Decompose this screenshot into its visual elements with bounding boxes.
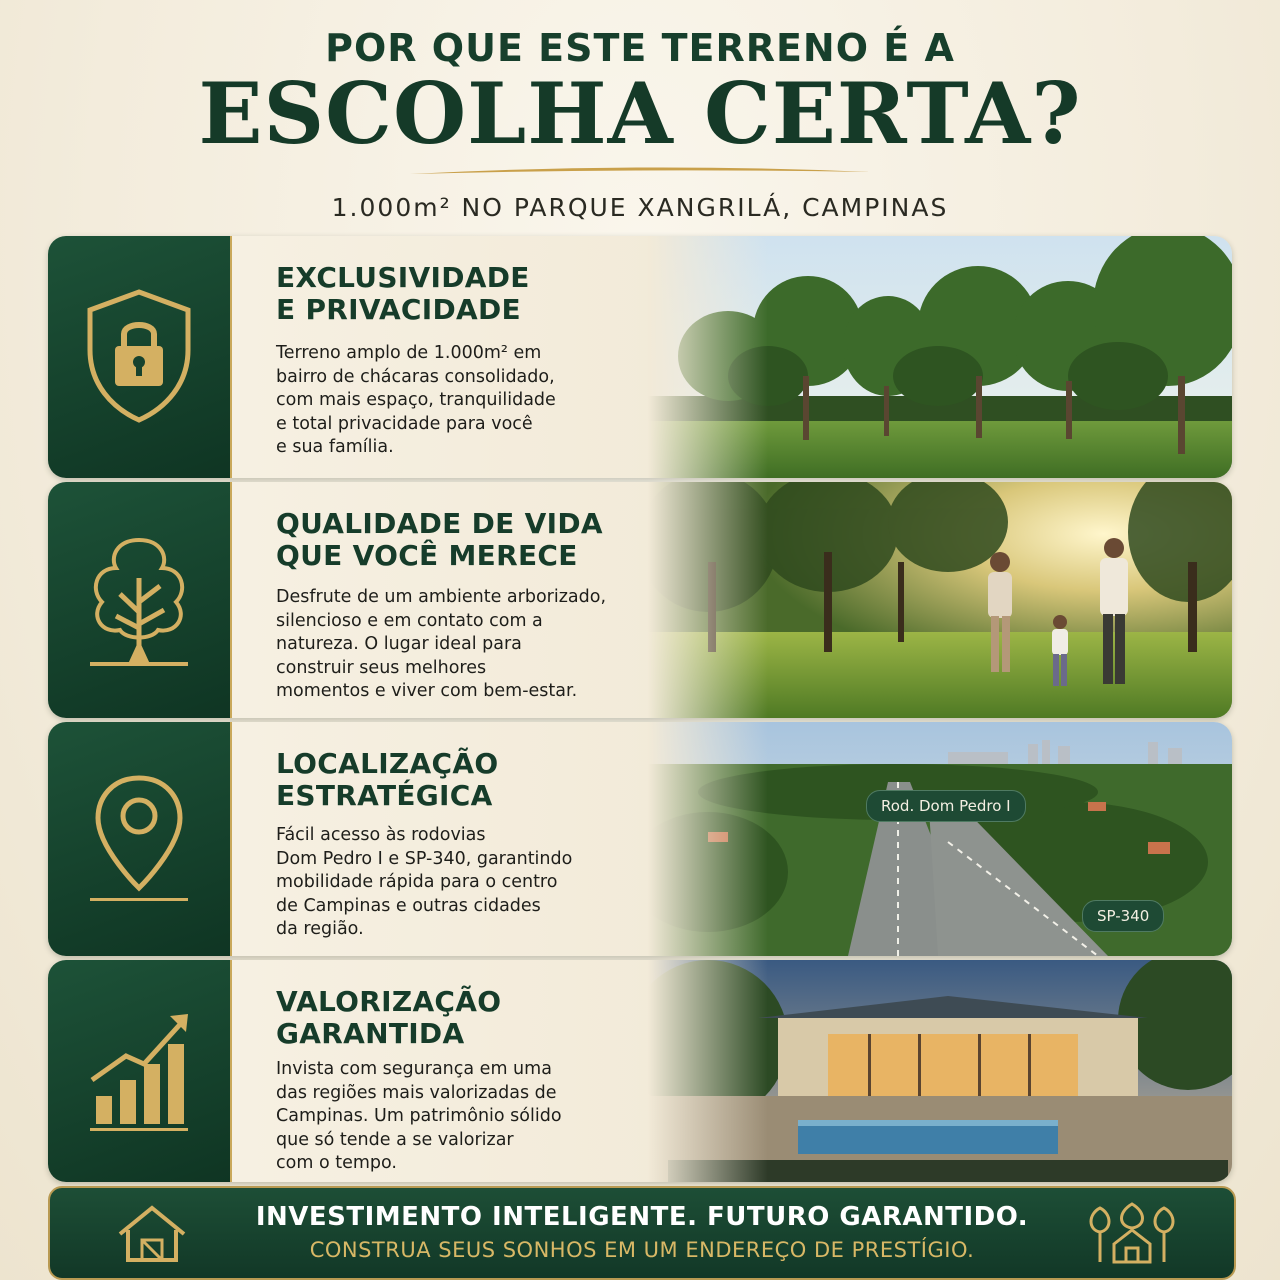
card-description: Fácil acesso às rodovias Dom Pedro I e SP-340, garantindo mobilidade rápida para o centro de Campinas e outras cidades da região.	[276, 825, 573, 939]
card-icon-panel	[48, 960, 232, 1182]
map-tag-dom-pedro: Rod. Dom Pedro I	[866, 790, 1026, 822]
card-description: Desfrute de um ambiente arborizado, silencioso e em contato com a natureza. O lugar ideal para construir seus melhores momentos e viver com bem-estar.	[276, 587, 607, 701]
photo-fade	[648, 236, 768, 478]
feature-card-localizacao	[48, 722, 1232, 956]
photo-fade	[648, 722, 768, 956]
card-description: Invista com segurança em uma das regiões mais valorizadas de Campinas. Um patrimônio sólido que só tende a se valorizar com o tempo.	[276, 1059, 562, 1173]
feature-card-exclusividade	[48, 236, 1232, 478]
growth-chart-icon	[76, 1000, 202, 1140]
page-title: ESCOLHA CERTA?	[198, 64, 1082, 163]
card-title: QUALIDADE DE VIDA QUE VOCÊ MERECE	[276, 507, 603, 572]
card-icon-panel	[48, 236, 232, 478]
footer-banner	[48, 1186, 1236, 1280]
photo-fade	[648, 482, 768, 718]
map-tag-sp340: SP-340	[1082, 900, 1164, 932]
location-pin-icon	[76, 768, 202, 908]
card-text-panel	[232, 236, 702, 478]
feature-card-qualidade	[48, 482, 1232, 718]
footer-tagline: CONSTRUA SEUS SONHOS EM UM ENDEREÇO DE PRESTÍGIO.	[309, 1238, 975, 1262]
footer-headline: INVESTIMENTO INTELIGENTE. FUTURO GARANTIDO.	[255, 1202, 1029, 1232]
card-title: EXCLUSIVIDADE E PRIVACIDADE	[276, 261, 530, 326]
card-text-panel	[232, 722, 702, 956]
page-subtitle: 1.000m² NO PARQUE XANGRILÁ, CAMPINAS	[331, 193, 949, 222]
card-description: Terreno amplo de 1.000m² em bairro de chácaras consolidado, com mais espaço, tranquilidade e total privacidade para você e sua família.	[276, 343, 556, 457]
card-icon-panel	[48, 722, 232, 956]
shield-lock-icon	[76, 286, 202, 426]
card-title: LOCALIZAÇÃO ESTRATÉGICA	[276, 747, 499, 812]
card-text-panel	[232, 960, 702, 1182]
feature-card-valorizacao	[48, 960, 1232, 1182]
trees-house-icon	[1080, 1200, 1184, 1266]
card-title: VALORIZAÇÃO GARANTIDA	[276, 985, 502, 1050]
header	[0, 0, 1280, 236]
tree-icon	[76, 530, 202, 670]
headline-kicker: POR QUE ESTE TERRENO É A	[325, 26, 955, 70]
card-icon-panel	[48, 482, 232, 718]
gold-swash-divider	[400, 164, 880, 178]
photo-fade	[648, 960, 768, 1182]
card-text-panel	[232, 482, 702, 718]
